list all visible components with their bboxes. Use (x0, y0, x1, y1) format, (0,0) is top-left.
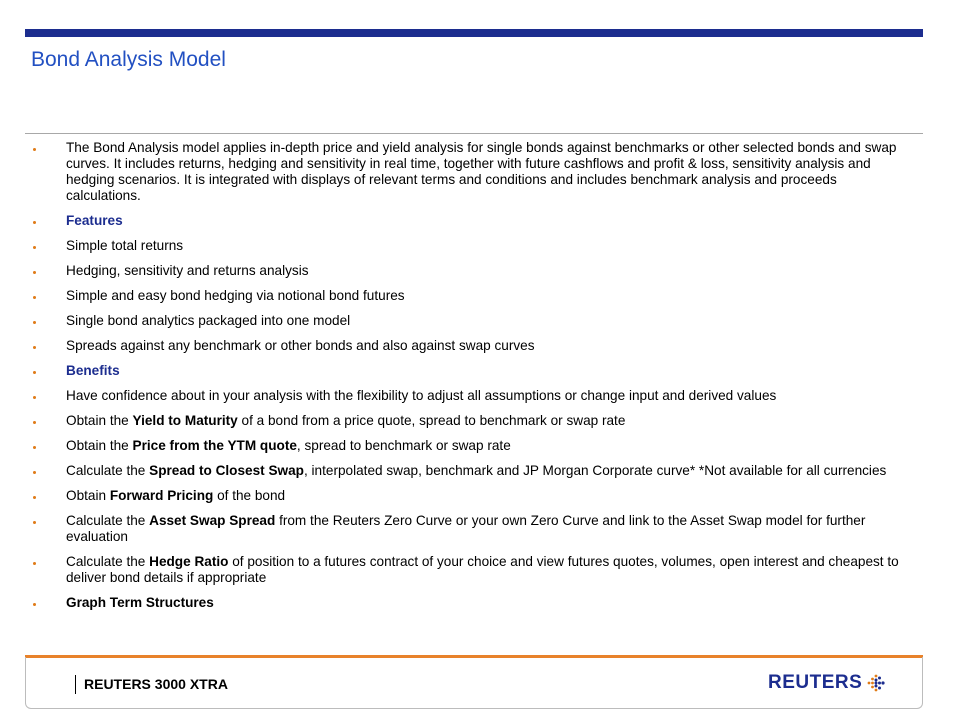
item-text: Simple total returns (66, 238, 184, 253)
item-text: Calculate the (66, 554, 150, 569)
bullet-icon (33, 148, 36, 151)
list-item (33, 338, 913, 354)
bullet-icon (33, 446, 36, 449)
reuters-logo (768, 672, 886, 694)
list-item (33, 140, 913, 204)
bullet-icon (33, 521, 36, 524)
item-text: Obtain (66, 488, 110, 503)
item-text: Simple and easy bond hedging via notional bond futures (66, 288, 405, 303)
item-text: The Bond Analysis model applies in-depth price and yield analysis for single bonds against benchmarks or other selected bonds and swap curves. It includes returns, hedging and sensitivity in real time, together with future cashflows and profit & loss, sensitivity analysis and hedging scenarios. It is integrated with displays of relevant terms and conditions and includes benchmark analysis and proceeds calculations. (66, 140, 897, 203)
list-item (33, 263, 913, 279)
bold-text: Hedge Ratio (149, 554, 229, 569)
bullet-icon (33, 371, 36, 374)
list-item (33, 438, 913, 454)
bold-text: Price from the YTM quote (132, 438, 297, 453)
section-heading (33, 363, 913, 379)
bold-text: Graph Term Structures (66, 595, 214, 610)
bold-text: Asset Swap Spread (149, 513, 276, 528)
item-text: Spreads against any benchmark or other bonds and also against swap curves (66, 338, 535, 353)
header-bar (25, 29, 923, 37)
item-text: Benefits (66, 363, 120, 378)
bold-text: Yield to Maturity (132, 413, 238, 428)
item-text: Features (66, 213, 123, 228)
item-text: Have confidence about in your analysis with the flexibility to adjust all assumptions or change input and derived values (66, 388, 777, 403)
page-title: Bond Analysis Model (31, 48, 226, 71)
bullet-list (33, 140, 913, 620)
item-text: Hedging, sensitivity and returns analysis (66, 263, 309, 278)
item-text: Obtain the (66, 438, 133, 453)
bullet-icon (33, 346, 36, 349)
item-text: , interpolated swap, benchmark and JP Morgan Corporate curve* *Not available for all currencies (303, 463, 887, 478)
list-item (33, 288, 913, 304)
bold-text: Spread to Closest Swap (149, 463, 304, 478)
item-text: Calculate the (66, 513, 150, 528)
list-item (33, 513, 913, 545)
divider (25, 133, 923, 134)
logo-text: REUTERS (768, 672, 863, 693)
bullet-icon (33, 396, 36, 399)
bullet-icon (33, 562, 36, 565)
list-item (33, 238, 913, 254)
product-name: REUTERS 3000 XTRA (84, 676, 228, 692)
list-item (33, 388, 913, 404)
list-item (33, 463, 913, 479)
bullet-icon (33, 271, 36, 274)
bullet-icon (33, 471, 36, 474)
list-item (33, 413, 913, 429)
list-item (33, 488, 913, 504)
footer-separator (75, 675, 76, 694)
item-text: of a bond from a price quote, spread to benchmark or swap rate (237, 413, 626, 428)
item-text: Single bond analytics packaged into one model (66, 313, 351, 328)
bullet-icon (33, 321, 36, 324)
bullet-icon (33, 496, 36, 499)
section-heading (33, 213, 913, 229)
item-text: , spread to benchmark or swap rate (296, 438, 511, 453)
bullet-icon (33, 246, 36, 249)
bullet-icon (33, 603, 36, 606)
reuters-dots-icon (866, 673, 886, 693)
item-text: of position to a futures contract of your choice and view futures quotes, volumes, open interest and cheapest to deliver bond details if appropriate (66, 554, 899, 585)
bold-text: Forward Pricing (109, 488, 214, 503)
list-item (33, 595, 913, 611)
item-text: from the Reuters Zero Curve or your own Zero Curve and link to the Asset Swap model for further evaluation (66, 513, 866, 544)
bullet-icon (33, 221, 36, 224)
list-item (33, 554, 913, 586)
bullet-icon (33, 296, 36, 299)
list-item (33, 313, 913, 329)
item-text: Calculate the (66, 463, 150, 478)
item-text: Obtain the (66, 413, 133, 428)
item-text: of the bond (213, 488, 286, 503)
bullet-icon (33, 421, 36, 424)
